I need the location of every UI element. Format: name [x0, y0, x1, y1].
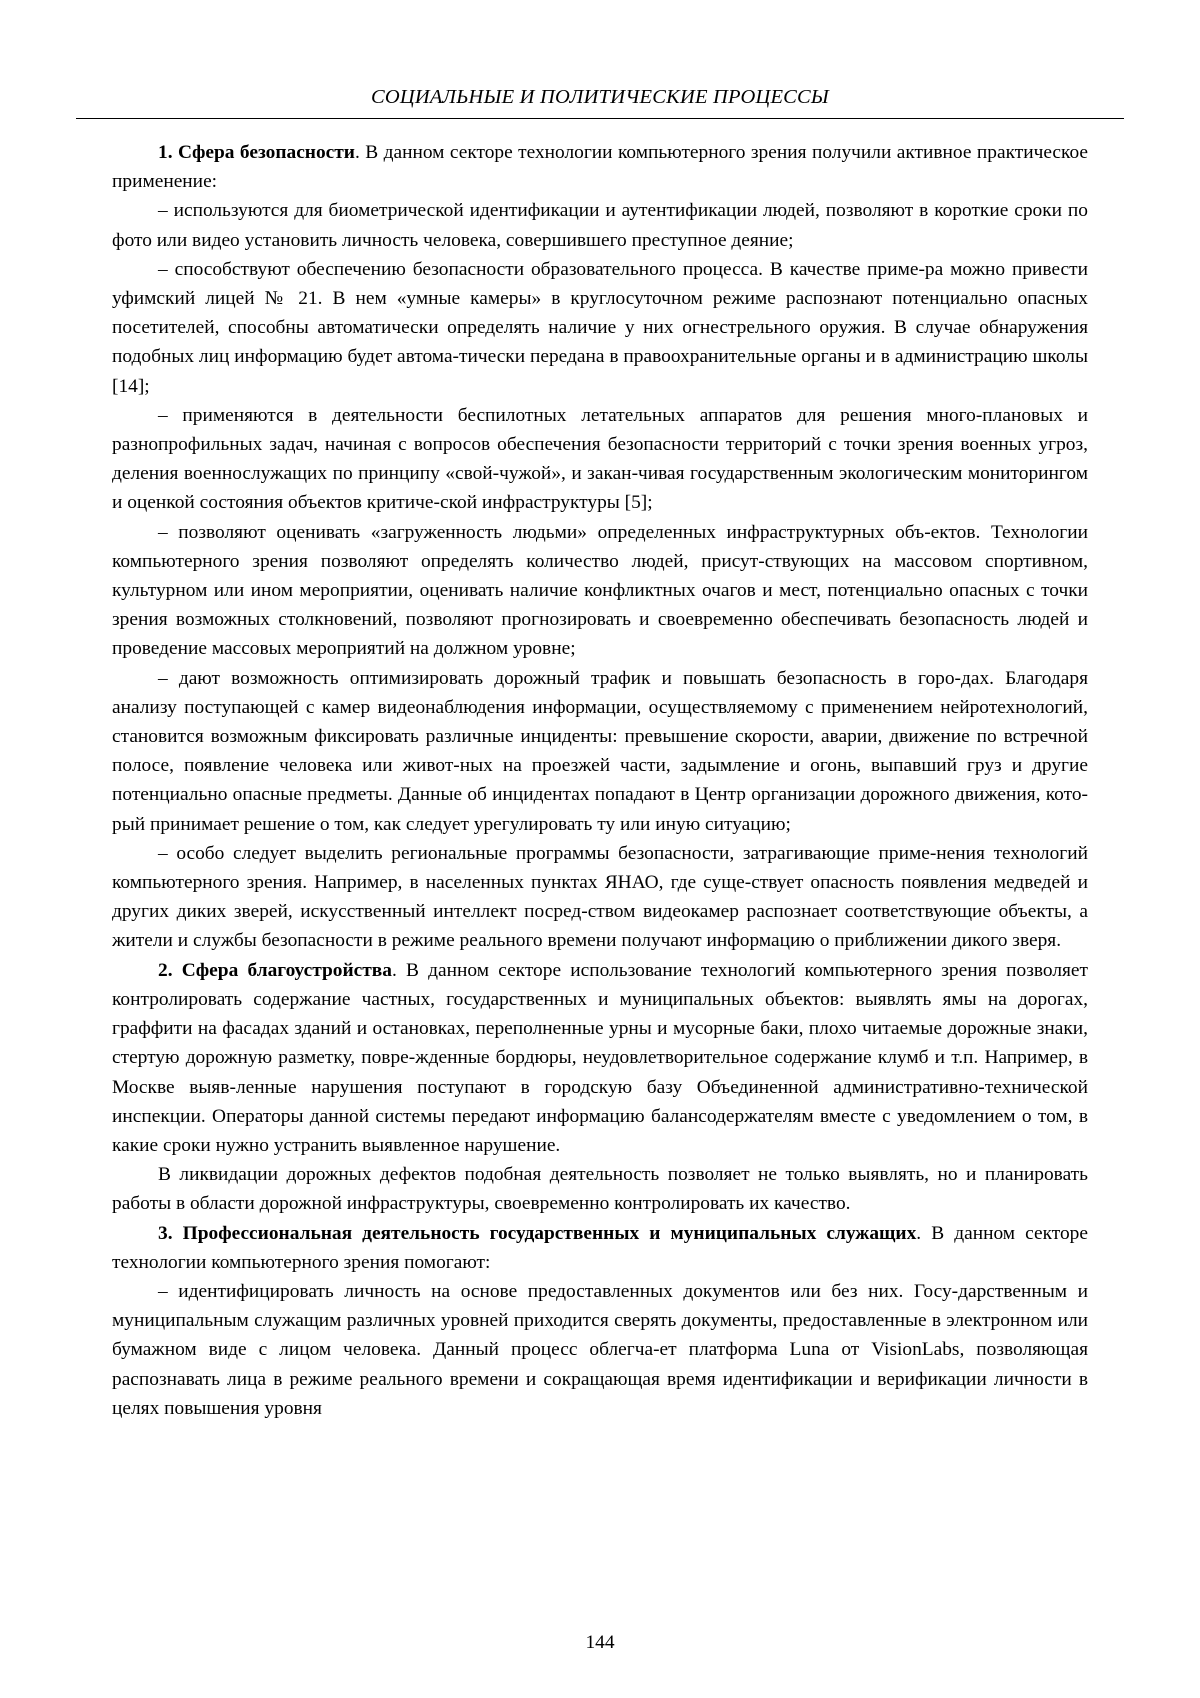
body-text: [112, 138, 1088, 1423]
paragraph-10: [112, 1219, 1088, 1277]
paragraph-7: [112, 839, 1088, 956]
paragraph-11: [112, 1277, 1088, 1423]
paragraph-6-text: – дают возможность оптимизировать дорожный трафик и повышать безопасность в горо-дах. Благодаря анализу поступающей с камер видеонаблюдения информации, осуществляемому с применением нейротехнологий, становится возможным фиксировать различные инциденты: превышение скорости, аварии, движение по встречной полосе, появление человека или живот-ных на проезжей части, задымление и огонь, выпавший груз и другие потенциально опасные предметы. Данные об инцидентах попадают в Центр организации дорожного движения, кото-рый принимает решение о том, как следует урегулировать ту или иную ситуацию;: [112, 667, 1088, 835]
paragraph-11-text: – идентифицировать личность на основе предоставленных документов или без них. Госу-дарственным и муниципальным служащим различных уровней приходится сверять документы, предоставленные в электронном или бумажном виде с лицом человека. Данный процесс облегча-ет платформа Luna от VisionLabs, позволяющая распознавать лица в режиме реального времени и сокращающая время идентификации и верификации личности в целях повышения уровня: [112, 1280, 1088, 1419]
paragraph-7-text: – особо следует выделить региональные программы безопасности, затрагивающие приме-нения технологий компьютерного зрения. Например, в населенных пунктах ЯНАО, где суще-ствует опасность появления медведей и других диких зверей, искусственный интеллект посред-ством видеокамер распознает соответствующие объекты, а жители и службы безопасности в режиме реального времени получают информацию о приближении дикого зверя.: [112, 842, 1088, 952]
paragraph-5-text: – позволяют оценивать «загруженность людьми» определенных инфраструктурных объ-ектов. Технологии компьютерного зрения позволяют определять количество людей, присут-ствующих на массовом спортивном, культурном или ином мероприятии, оценивать наличие конфликтных очагов и мест, потенциально опасных с точки зрения возможных столкновений, позволяют прогнозировать и своевременно обеспечивать безопасность людей и проведение массовых мероприятий на должном уровне;: [112, 521, 1088, 660]
running-head: СОЦИАЛЬНЫЕ И ПОЛИТИЧЕСКИЕ ПРОЦЕССЫ: [76, 86, 1124, 119]
paragraph-8: [112, 956, 1088, 1160]
paragraph-3: [112, 255, 1088, 401]
paragraph-9-text: В ликвидации дорожных дефектов подобная деятельность позволяет не только выявлять, но и планировать работы в области дорожной инфраструктуры, своевременно контролировать их качество.: [112, 1164, 1088, 1215]
paragraph-5: [112, 518, 1088, 664]
paragraph-8-text: . В данном секторе использование технологий компьютерного зрения позволяет контролировать содержание частных, государственных и муниципальных объектов: выявлять ямы на дорогах, граффити на фасадах зданий и остановках, переполненные урны и мусорные баки, плохо читаемые дорожные знаки, стертую дорожную разметку, повре-жденные бордюры, неудовлетворительное содержание клумб и т.п. Например, в Москве выяв-ленные нарушения поступают в городскую базу Объединенной административно-технической инспекции. Операторы данной системы передают информацию балансодержателям вместе с уведомлением о том, в какие сроки нужно устранить выявленное нарушение.: [112, 959, 1088, 1156]
paragraph-2: [112, 196, 1088, 254]
paragraph-4: [112, 401, 1088, 518]
paragraph-1: [112, 138, 1088, 196]
paragraph-6: [112, 664, 1088, 839]
paragraph-10-lead: 3. Профессиональная деятельность государственных и муниципальных служащих: [158, 1222, 917, 1244]
paragraph-10-text: . В данном секторе технологии компьютерного зрения помогают:: [112, 1222, 1088, 1273]
paragraph-2-text: – используются для биометрической идентификации и аутентификации людей, позволяют в короткие сроки по фото или видео установить личность человека, совершившего преступное деяние;: [112, 200, 1088, 251]
paragraph-3-text: – способствуют обеспечению безопасности образовательного процесса. В качестве приме-ра можно привести уфимский лицей № 21. В нем «умные камеры» в круглосуточном режиме распознают потенциально опасных посетителей, способны автоматически определять наличие у них огнестрельного оружия. В случае обнаружения подобных лиц информацию будет автома-тически передана в правоохранительные органы и в администрацию школы [14];: [112, 258, 1088, 397]
paragraph-9: [112, 1160, 1088, 1218]
paragraph-1-lead: 1. Сфера безопасности: [158, 142, 355, 163]
paragraph-1-text: . В данном секторе технологии компьютерного зрения получили активное практическое применение:: [112, 142, 1089, 193]
paragraph-8-lead: 2. Сфера благоустройства: [158, 959, 392, 981]
page-number: 144: [585, 1632, 615, 1653]
paragraph-4-text: – применяются в деятельности беспилотных летательных аппаратов для решения много-плановых и разнопрофильных задач, начиная с вопросов обеспечения безопасности территорий с точки зрения военных угроз, деления военнослужащих по принципу «свой-чужой», и закан-чивая государственным экологическим мониторингом и оценкой состояния объектов критиче-ской инфраструктуры [5];: [112, 404, 1088, 514]
